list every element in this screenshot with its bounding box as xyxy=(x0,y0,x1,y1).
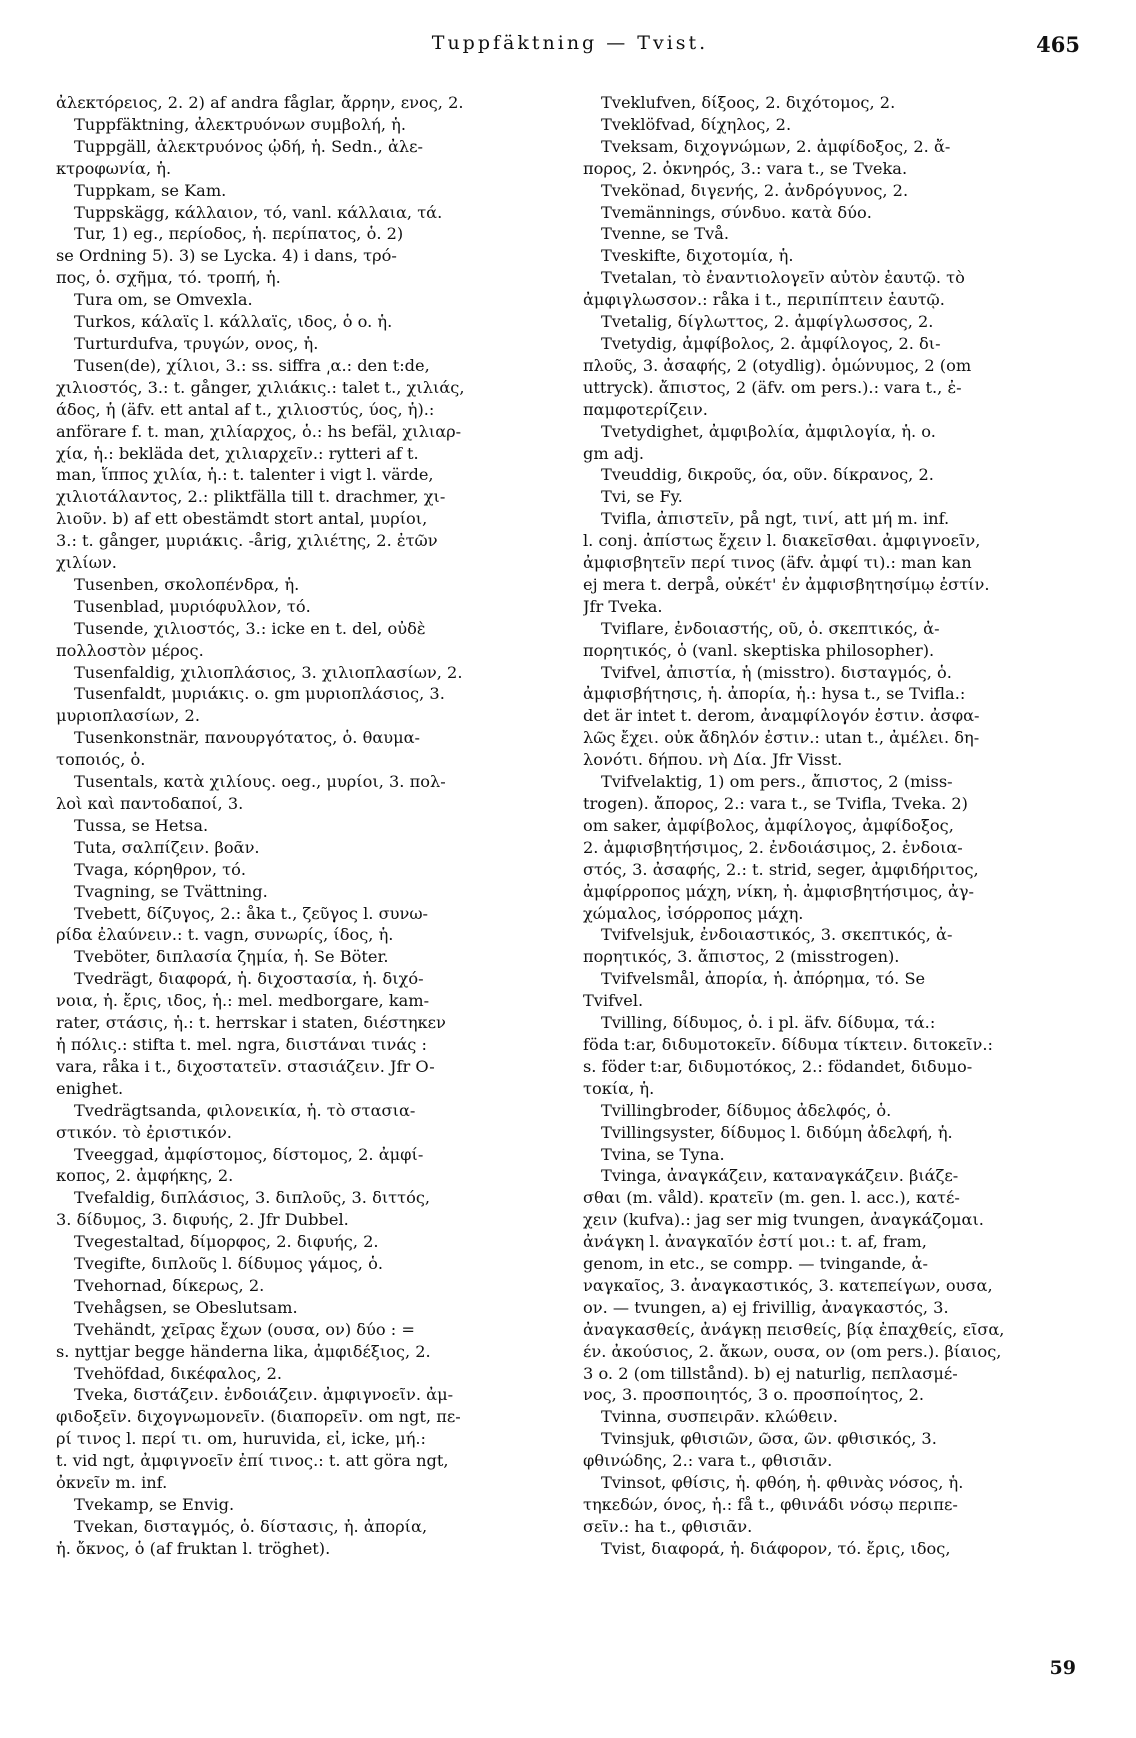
entry-line: πολλοστὸν μέρος. xyxy=(56,640,204,660)
entry-line: gm adj. xyxy=(583,443,645,463)
entry-headline: Tura om, se Omvexla. xyxy=(74,290,253,310)
entry-line: rater, στάσις, ἡ.: t. herrskar i staten, διέστηκεν xyxy=(56,1013,446,1033)
entry-line: κτροφωνία, ἡ. xyxy=(56,158,172,178)
entry-line: χώμαλος, ἰσόρροπος μάχη. xyxy=(583,903,804,923)
entry-headline: Tvehågsen, se Obeslutsam. xyxy=(74,1297,298,1317)
entry-headline: Tviflare, ἐνδοιαστής, οῦ, ὁ. σκεπτικός, ἀ- xyxy=(601,618,940,638)
entry-line: vara, råka i t., διχοστατεῖν. στασιάζειν. Jfr O- xyxy=(56,1056,435,1076)
entry-headline: Tvagning, se Tvättning. xyxy=(74,881,268,901)
entry-line: πλοῦς, 3. ἀσαφής, 2 (otydlig). ὁμώνυμος, 2 (om xyxy=(583,355,972,375)
entry-headline: Tveksam, διχογνώμων, 2. ἀμφίδοξος, 2. ἄ- xyxy=(601,136,951,156)
entry-line: τηκεδών, όνος, ἡ.: få t., φθινάδι νόσῳ περιπε- xyxy=(583,1495,958,1514)
entry-headline: Tvifvel, ἀπιστία, ἡ (misstro). δισταγμός, ὁ. xyxy=(601,662,952,682)
entry-line: σθαι (m. våld). κρατεῖν (m. gen. l. acc.), κατέ- xyxy=(583,1188,960,1208)
entry-headline: Tvebett, δίζυγος, 2.: åka t., ζεῦγος l. συνω- xyxy=(74,903,428,923)
entry-headline: Tveböter, διπλασία ζημία, ἡ. Se Böter. xyxy=(74,947,389,967)
entry-headline: Tvifla, ἀπιστεῖν, på ngt, τινί, att μή m. inf. xyxy=(601,509,950,529)
entry-headline: Tvinsot, φθίσις, ἡ. φθόη, ἡ. φθινὰς νόσος, ἡ. xyxy=(601,1473,964,1493)
entry-headline: Tvekan, δισταγμός, ὁ. δίστασις, ἡ. ἀπορία, xyxy=(74,1516,428,1536)
entry-line: t. vid ngt, ἀμφιγνοεῖν ἐπί τινος.: t. att göra ngt, xyxy=(56,1451,449,1471)
entry-line: 3 o. 2 (om tillstånd). b) ej naturlig, πεπλασμέ- xyxy=(583,1363,958,1383)
entry-line: l. conj. ἀπίστως ἔχειν l. διακεῖσθαι. ἀμφιγνοεῖν, xyxy=(583,531,981,551)
entry-line: στός, 3. ἀσαφής, 2.: t. strid, seger, ἀμφιδήριτος, xyxy=(583,859,979,879)
entry-line: genom, in etc., se compp. — tvingande, ἀ- xyxy=(583,1254,928,1274)
entry-line: χειν (kufva).: jag ser mig tvungen, ἀναγκάζομαι. xyxy=(583,1210,984,1230)
entry-line: τοποιός, ὁ. xyxy=(56,750,146,770)
entry-headline: Tvehornad, δίκερως, 2. xyxy=(74,1275,265,1295)
entry-line: ἀμφισβήτησις, ἡ. ἀπορία, ἡ.: hysa t., se Tvifla.: xyxy=(583,684,966,704)
printer-signature: 59 xyxy=(1049,1657,1076,1679)
entry-headline: Tussa, se Hetsa. xyxy=(74,815,209,835)
entry-line: ἀναγκασθείς, ἀνάγκῃ πεισθείς, βίᾳ ἐπαχθείς, εῖσα, xyxy=(583,1319,1005,1339)
entry-headline: Tvemännings, σύνδυο. κατὰ δύο. xyxy=(601,202,872,222)
entry-headline: Tvist, διαφορά, ἡ. διάφορον, τό. ἔρις, ιδος, xyxy=(601,1538,951,1558)
entry-line: Jfr Tveka. xyxy=(583,596,663,616)
entry-line: πορητικός, 3. ἄπιστος, 2 (misstrogen). xyxy=(583,947,900,967)
entry-line: φθινώδης, 2.: vara t., φθισιᾶν. xyxy=(583,1451,833,1471)
entry-line: ἀμφισβητεῖν περί τινος (äfv. ἀμφί τι).: man kan xyxy=(583,553,972,573)
entry-line: s. nyttjar begge händerna lika, ἀμφιδέξιος, 2. xyxy=(56,1341,431,1361)
entry-line: λιοῦν. b) af ett obestämdt stort antal, μυρίοι, xyxy=(56,509,428,529)
entry-headline: Tvedrägtsanda, φιλονεικία, ἡ. τὸ στασια- xyxy=(74,1100,416,1120)
entry-line: έν. ἀκούσιος, 2. ἄκων, ουσα, ον (om pers.). βίαιος, xyxy=(583,1341,1002,1361)
entry-line: σεῖν.: ha t., φθισιᾶν. xyxy=(583,1516,753,1536)
entry-line: trogen). ἄπορος, 2.: vara t., se Tvifla, Tveka. 2) xyxy=(583,794,968,813)
entry-headline: Tur, 1) eg., περίοδος, ἡ. περίπατος, ὁ. 2) xyxy=(74,224,404,244)
entry-headline: Tuppkam, se Kam. xyxy=(74,180,227,200)
entry-line: det är intet t. derom, ἀναμφίλογόν ἐστιν. ἀσφα- xyxy=(583,706,980,726)
entry-line: τοκία, ἡ. xyxy=(583,1078,655,1098)
entry-headline: Tvenne, se Två. xyxy=(601,224,730,244)
entry-headline: Tvinna, συσπειρᾶν. κλώθειν. xyxy=(601,1407,838,1427)
entry-line: παμφοτερίζειν. xyxy=(583,399,708,419)
entry-headline: Tveuddig, δικροῦς, όα, οῦν. δίκρανος, 2. xyxy=(601,465,934,485)
entry-line: 3. δίδυμος, 3. διφυής, 2. Jfr Dubbel. xyxy=(56,1210,349,1230)
entry-line: ἡ. ὄκνος, ὁ (af fruktan l. tröghet). xyxy=(56,1538,331,1558)
entry-line: στικόν. τὸ ἐριστικόν. xyxy=(56,1122,232,1142)
entry-line: χία, ἡ.: bekläda det, χιλιαρχεῖν.: rytteri af t. xyxy=(56,443,419,463)
entry-headline: Tvedrägt, διαφορά, ἡ. διχοστασία, ἡ. διχό- xyxy=(74,969,424,989)
entry-headline: Tuppfäktning, ἀλεκτρυόνων συμβολή, ἡ. xyxy=(74,114,406,134)
entry-line: ρί τινος l. περί τι. om, huruvida, εἰ, icke, μή.: xyxy=(56,1429,426,1449)
entry-line: ναγκαῖος, 3. ἀναγκαστικός, 3. κατεπείγων, ουσα, xyxy=(583,1275,993,1295)
entry-line: νος, 3. προσποιητός, 3 o. προσποίητος, 2. xyxy=(583,1385,925,1405)
entry-line: ἀνάγκη l. ἀναγκαῖόν ἐστί μοι.: t. af, fram, xyxy=(583,1232,927,1252)
entry-line: enighet. xyxy=(56,1078,124,1098)
entry-headline: Tvefaldig, διπλάσιος, 3. διπλοῦς, 3. διττός, xyxy=(74,1188,431,1208)
entry-line: anförare f. t. man, χιλίαρχος, ὁ.: hs befäl, χιλιαρ- xyxy=(56,421,462,441)
entry-line: χιλιοτάλαντος, 2.: pliktfälla till t. drachmer, χι- xyxy=(56,487,446,507)
entry-headline: Tvegestaltad, δίμορφος, 2. διφυής, 2. xyxy=(74,1232,379,1252)
entry-headline: Tvi, se Fy. xyxy=(601,487,683,507)
entry-headline: Tvifvelsmål, ἀπορία, ἡ. ἀπόρημα, τό. Se xyxy=(601,969,926,989)
entry-headline: Tvina, se Tyna. xyxy=(601,1144,725,1164)
entry-line: πορος, 2. ὀκνηρός, 3.: vara t., se Tveka. xyxy=(583,158,908,178)
page-header xyxy=(60,32,1080,72)
entry-headline: Tuppgäll, ἀλεκτρυόνος ᾠδή, ἡ. Sedn., ἀλε- xyxy=(74,136,424,156)
entry-headline: Tusentals, κατὰ χιλίους. oeg., μυρίοι, 3. πολ- xyxy=(74,772,446,792)
entry-line: man, ἵππος χιλία, ἡ.: t. talenter i vigt l. värde, xyxy=(56,465,434,485)
entry-headline: Tvekamp, se Envig. xyxy=(74,1495,235,1514)
entry-headline: Tvetydighet, ἀμφιβολία, ἀμφιλογία, ἡ. o. xyxy=(601,421,936,441)
entry-headline: Turturdufva, τρυγών, ονος, ἡ. xyxy=(74,333,319,353)
entry-headline: Tusenblad, μυριόφυλλον, τό. xyxy=(74,596,311,616)
entry-line: άδος, ἡ (äfv. ett antal af t., χιλιοστύς, ύος, ἡ).: xyxy=(56,399,435,419)
entry-line: χιλιοστός, 3.: t. gånger, χιλιάκις.: talet t., χιλιάς, xyxy=(56,377,465,397)
entry-headline: Tusenben, σκολοπένδρα, ἡ. xyxy=(74,574,300,594)
entry-line: ἀλεκτόρειος, 2. 2) af andra fåglar, ἄρρην, ενος, 2. xyxy=(56,93,464,112)
entry-line: κοπος, 2. ἀμφήκης, 2. xyxy=(56,1166,234,1186)
entry-headline: Tusenfaldig, χιλιοπλάσιος, 3. χιλιοπλασίων, 2. xyxy=(74,662,463,682)
running-head: Tuppfäktning — Tvist. xyxy=(431,32,709,54)
page-number: 465 xyxy=(1036,32,1080,57)
entry-line: uttryck). ἄπιστος, 2 (äfv. om pers.).: vara t., ἐ- xyxy=(583,377,962,397)
entry-headline: Turkos, κάλαϊς l. κάλλαϊς, ιδος, ὁ o. ἡ. xyxy=(74,312,393,332)
entry-line: ὀκνεῖν m. inf. xyxy=(56,1473,168,1493)
entry-line: λονότι. δήπου. νὴ Δία. Jfr Visst. xyxy=(583,750,843,770)
entry-headline: Tvillingbroder, δίδυμος ἀδελφός, ὁ. xyxy=(601,1100,892,1120)
entry-line: μυριοπλασίων, 2. xyxy=(56,706,200,726)
entry-headline: Tvetydig, ἀμφίβολος, 2. ἀμφίλογος, 2. δι- xyxy=(601,333,941,353)
entry-headline: Tveklöfvad, δίχηλος, 2. xyxy=(601,114,792,134)
entry-line: πος, ὁ. σχῆμα, τό. τροπή, ἡ. xyxy=(56,268,281,288)
entry-headline: Tvekönad, διγενής, 2. ἀνδρόγυνος, 2. xyxy=(601,180,909,200)
entry-line: νοια, ἡ. ἔρις, ιδος, ἡ.: mel. medborgare, kam- xyxy=(56,991,430,1011)
entry-headline: Tusende, χιλιοστός, 3.: icke en t. del, οὐδὲ xyxy=(74,618,426,638)
entry-headline: Tvinsjuk, φθισιῶν, ῶσα, ῶν. φθισικός, 3. xyxy=(601,1429,937,1449)
entry-line: s. föder t:ar, διδυμοτόκος, 2.: födandet, διδυμο- xyxy=(583,1056,973,1076)
entry-headline: Tuta, σαλπίζειν. βοᾶν. xyxy=(74,837,260,857)
entry-headline: Tveklufven, δίξοος, 2. διχότομος, 2. xyxy=(601,93,896,112)
entry-line: ej mera t. derpå, οὐκέτ' ἐν ἀμφισβητησίμῳ ἐστίν. xyxy=(583,574,990,594)
entry-line: λῶς ἔχει. οὐκ ἄδηλόν ἐστιν.: utan t., ἀμέλει. δη- xyxy=(583,728,980,748)
entry-line: 2. ἀμφισβητήσιμος, 2. ἐνδοιάσιμος, 2. ἐνδοια- xyxy=(583,837,963,857)
entry-headline: Tveeggad, ἀμφίστομος, δίστομος, 2. ἀμφί- xyxy=(74,1144,424,1164)
entry-headline: Tvehöfdad, δικέφαλος, 2. xyxy=(74,1363,283,1383)
entry-line: om saker, ἀμφίβολος, ἀμφίλογος, ἀμφίδοξος, xyxy=(583,815,954,835)
entry-line: ἀμφιγλωσσον.: råka i t., περιπίπτειν ἑαυτῷ. xyxy=(583,290,945,310)
entry-headline: Tuppskägg, κάλλαιον, τό, vanl. κάλλαια, τά. xyxy=(74,202,443,222)
entry-line: χιλίων. xyxy=(56,553,117,573)
entry-line: ἡ πόλις.: stifta t. mel. ngra, διιστάναι τινάς : xyxy=(56,1034,427,1054)
entry-headline: Tvillingsyster, δίδυμος l. διδύμη ἀδελφή, ἡ. xyxy=(601,1122,953,1142)
entry-headline: Tvifvelsjuk, ἐνδοιαστικός, 3. σκεπτικός, ἀ- xyxy=(601,925,953,945)
entry-headline: Tveka, διστάζειν. ἐνδοιάζειν. ἀμφιγνοεῖν. ἀμ- xyxy=(74,1385,454,1405)
entry-headline: Tvetalig, δίγλωττος, 2. ἀμφίγλωσσος, 2. xyxy=(601,312,934,332)
entry-line: ον. — tvungen, a) ej frivillig, ἀναγκαστός, 3. xyxy=(583,1297,949,1317)
entry-headline: Tvetalan, τὸ ἐναντιολογεῖν αὐτὸν ἑαυτῷ. τὸ xyxy=(601,268,965,288)
entry-headline: Tvinga, ἀναγκάζειν, καταναγκάζειν. βιάζε- xyxy=(601,1166,959,1186)
right-column xyxy=(583,92,1080,1560)
entry-line: ἀμφίρροπος μάχη, νίκη, ἡ. ἀμφισβητήσιμος, ἀγ- xyxy=(583,881,975,901)
entry-headline: Tusenfaldt, μυριάκις. o. gm μυριοπλάσιος, 3. xyxy=(74,684,445,704)
entry-headline: Tvegifte, διπλοῦς l. δίδυμος γάμος, ὁ. xyxy=(74,1254,383,1274)
left-column xyxy=(56,92,553,1560)
entry-line: λοὶ καὶ παντοδαποί, 3. xyxy=(56,794,244,813)
entry-line: Tvifvel. xyxy=(583,991,644,1011)
entry-headline: Tvehändt, χεῖρας ἔχων (ουσα, ον) δύο : = xyxy=(74,1319,415,1339)
entry-line: föda t:ar, διδυμοτοκεῖν. δίδυμα τίκτειν. διτοκεῖν.: xyxy=(583,1034,993,1054)
entry-headline: Tusen(de), χίλιοι, 3.: ss. siffra ͵α.: den t:de, xyxy=(74,355,430,375)
entry-headline: Tvilling, δίδυμος, ὁ. i pl. äfv. δίδυμα, τά.: xyxy=(601,1013,936,1033)
entry-line: πορητικός, ὁ (vanl. skeptiska philosopher). xyxy=(583,640,935,660)
entry-line: 3.: t. gånger, μυριάκις. -årig, χιλιέτης, 2. ἐτῶν xyxy=(56,531,438,551)
entry-headline: Tvaga, κόρηθρον, τό. xyxy=(74,859,246,879)
entry-headline: Tveskifte, διχοτομία, ἡ. xyxy=(601,246,794,266)
entry-line: se Ordning 5). 3) se Lycka. 4) i dans, τρό- xyxy=(56,246,397,266)
entry-line: φιδοξεῖν. διχογνωμονεῖν. (διαπορεῖν. om ngt, πε- xyxy=(56,1407,461,1427)
entry-headline: Tusenkonstnär, πανουργότατος, ὁ. θαυμα- xyxy=(74,728,421,748)
entry-line: ρίδα ἐλαύνειν.: t. vagn, συνωρίς, ίδος, ἡ. xyxy=(56,925,394,945)
entry-headline: Tvifvelaktig, 1) om pers., ἄπιστος, 2 (miss- xyxy=(601,772,953,792)
